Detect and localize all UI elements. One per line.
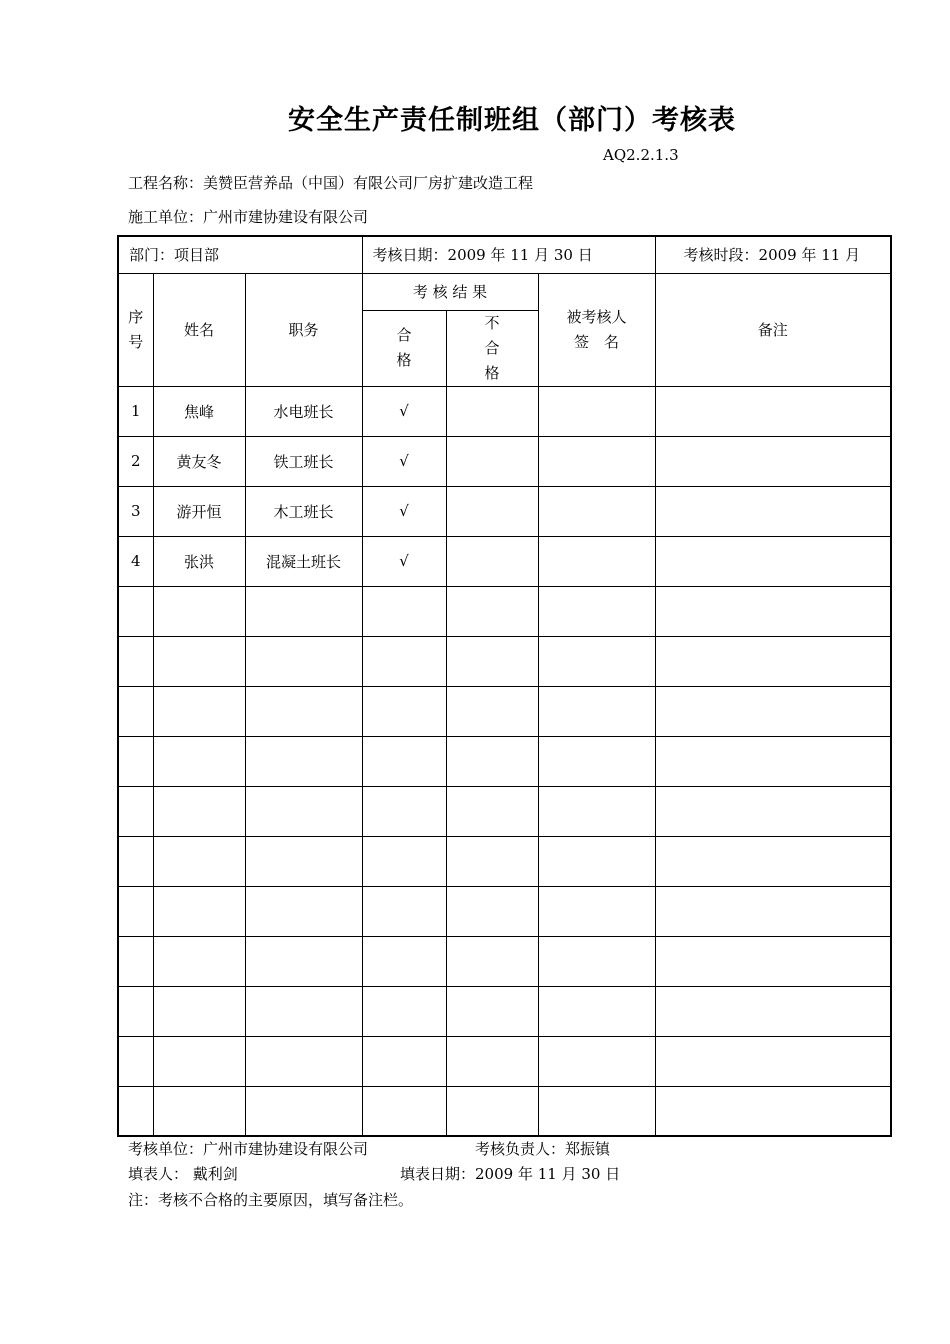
signature-cell [538,736,655,786]
remark-cell [655,986,891,1036]
table-row [118,986,891,1036]
table-row [118,536,891,586]
signature-cell [538,1086,655,1136]
remark-cell [655,736,891,786]
seq-header: 序 号 [118,273,153,386]
pass-cell: √ [362,436,446,486]
name-cell [153,686,245,736]
fail-cell [446,486,538,536]
seq-cell [118,786,153,836]
position-cell [245,786,362,836]
position-cell [245,736,362,786]
seq-cell: 3 [118,486,153,536]
remark-cell [655,636,891,686]
fail-cell [446,786,538,836]
pass-cell [362,1036,446,1086]
remark-cell [655,486,891,536]
position-header: 职务 [245,273,362,386]
position-cell [245,1086,362,1136]
pass-cell [362,686,446,736]
pass-cell: √ [362,386,446,436]
seq-cell: 2 [118,436,153,486]
seq-cell [118,636,153,686]
fail-cell [446,636,538,686]
name-cell: 游开恒 [153,486,245,536]
name-cell: 张洪 [153,536,245,586]
fail-cell [446,586,538,636]
signature-cell [538,436,655,486]
fail-cell [446,736,538,786]
signature-cell [538,786,655,836]
remark-cell [655,436,891,486]
pass-cell: √ [362,486,446,536]
position-cell [245,586,362,636]
name-header: 姓名 [153,273,245,386]
seq-cell [118,586,153,636]
fail-cell [446,836,538,886]
note: 注：考核不合格的主要原因，填写备注栏。 [128,1191,414,1209]
seq-cell [118,686,153,736]
signature-cell [538,836,655,886]
signature-cell [538,986,655,1036]
header-row-1 [118,273,891,310]
seq-cell: 1 [118,386,153,436]
position-cell [245,686,362,736]
position-cell: 水电班长 [245,386,362,436]
seq-cell [118,1036,153,1086]
pass-cell [362,586,446,636]
assessment-date-cell: 考核日期：2009 年 11 月 30 日 [362,236,655,273]
remark-cell [655,1036,891,1086]
pass-cell [362,936,446,986]
remark-cell [655,536,891,586]
pass-cell [362,786,446,836]
name-cell [153,786,245,836]
name-cell [153,886,245,936]
remark-cell [655,686,891,736]
position-cell [245,936,362,986]
name-cell [153,636,245,686]
position-cell [245,1036,362,1086]
remark-cell [655,1086,891,1136]
pass-cell [362,736,446,786]
signature-cell [538,386,655,436]
name-cell [153,1086,245,1136]
fail-cell [446,436,538,486]
name-cell [153,936,245,986]
name-cell [153,1036,245,1086]
table-row [118,886,891,936]
fail-cell [446,386,538,436]
page-title: 安全生产责任制班组（部门）考核表 [288,105,736,136]
assessment-table [117,235,892,1137]
fail-cell [446,936,538,986]
table-row [118,436,891,486]
seq-cell [118,836,153,886]
table-row [118,486,891,536]
remark-header: 备注 [655,273,891,386]
remark-cell [655,886,891,936]
project-name: 工程名称：美赞臣营养品（中国）有限公司厂房扩建改造工程 [128,174,534,192]
fail-cell [446,686,538,736]
table-row [118,936,891,986]
fail-header: 不 合 格 [446,310,538,386]
name-cell [153,986,245,1036]
name-cell [153,836,245,886]
seq-cell [118,936,153,986]
remark-cell [655,586,891,636]
remark-cell [655,836,891,886]
fail-cell [446,986,538,1036]
seq-cell [118,886,153,936]
signature-cell [538,586,655,636]
pass-cell [362,836,446,886]
signature-cell [538,1036,655,1086]
signature-cell [538,636,655,686]
signature-cell [538,936,655,986]
table-row [118,1086,891,1136]
position-cell: 木工班长 [245,486,362,536]
table-row [118,836,891,886]
name-cell [153,736,245,786]
name-cell: 黄友冬 [153,436,245,486]
fill-date: 填表日期：2009 年 11 月 30 日 [400,1165,621,1183]
assessment-period-cell: 考核时段：2009 年 11 月 [655,236,891,273]
table-row [118,786,891,836]
remark-cell [655,786,891,836]
assessment-leader: 考核负责人：郑振镇 [475,1140,611,1158]
signature-cell [538,536,655,586]
name-cell: 焦峰 [153,386,245,436]
table-row [118,686,891,736]
seq-cell [118,736,153,786]
pass-cell [362,986,446,1036]
signature-cell [538,886,655,936]
pass-cell: √ [362,536,446,586]
seq-cell: 4 [118,536,153,586]
table-row [118,386,891,436]
table-row [118,636,891,686]
assessment-unit: 考核单位：广州市建协建设有限公司 [128,1140,369,1158]
table-row [118,1036,891,1086]
table-row [118,586,891,636]
fail-cell [446,1086,538,1136]
table-row [118,736,891,786]
position-cell: 铁工班长 [245,436,362,486]
info-row [118,236,891,273]
pass-cell [362,886,446,936]
remark-cell [655,936,891,986]
position-cell [245,886,362,936]
form-code: AQ2.2.1.3 [603,146,679,164]
signature-cell [538,686,655,736]
seq-cell [118,986,153,1036]
signature-header: 被考核人 签 名 [538,273,655,386]
pass-cell [362,636,446,686]
fail-cell [446,1036,538,1086]
signature-cell [538,486,655,536]
remark-cell [655,386,891,436]
pass-cell [362,1086,446,1136]
fail-cell [446,536,538,586]
form-filler: 填表人： 戴利剑 [128,1165,238,1183]
pass-header: 合 格 [362,310,446,386]
seq-cell [118,1086,153,1136]
position-cell [245,836,362,886]
position-cell [245,636,362,686]
name-cell [153,586,245,636]
position-cell [245,986,362,1036]
fail-cell [446,886,538,936]
department-cell: 部门：项目部 [118,236,362,273]
contractor-name: 施工单位：广州市建协建设有限公司 [128,208,369,226]
position-cell: 混凝土班长 [245,536,362,586]
result-header: 考 核 结 果 [362,273,538,310]
